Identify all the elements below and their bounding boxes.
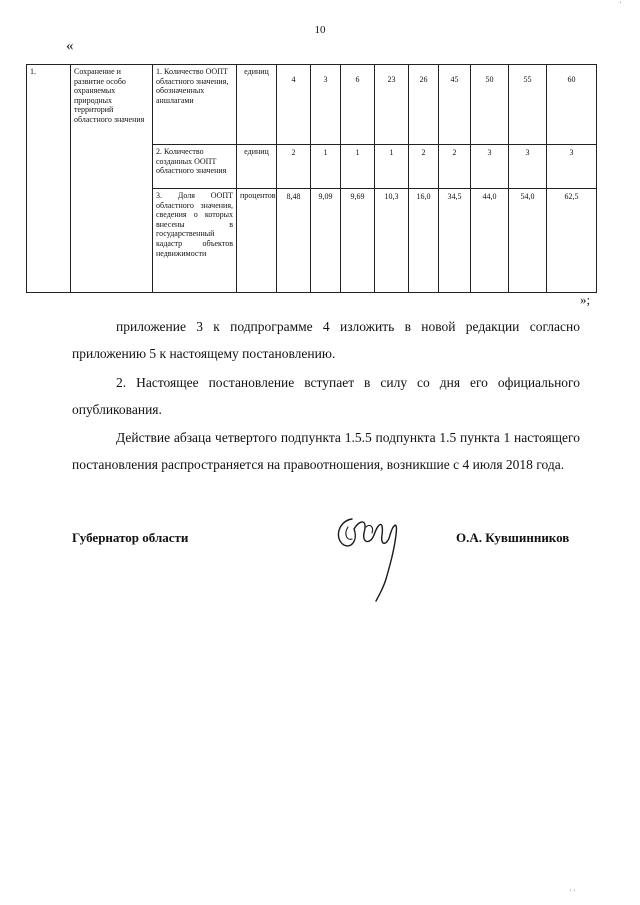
- value-cell: 45: [439, 65, 471, 145]
- indicator-cell: 2. Количество созданных ООПТ областного значения: [153, 145, 237, 189]
- unit-cell: единиц: [237, 145, 277, 189]
- value-cell: 62,5: [547, 189, 597, 293]
- close-quote: »;: [580, 292, 591, 307]
- scan-mark: ': [620, 0, 622, 9]
- value-cell: 34,5: [439, 189, 471, 293]
- signatory-title: Губернатор области: [72, 530, 189, 545]
- value-cell: 54,0: [509, 189, 547, 293]
- unit-cell: единиц: [237, 65, 277, 145]
- value-cell: 50: [471, 65, 509, 145]
- value-cell: 23: [375, 65, 409, 145]
- value-cell: 10,3: [375, 189, 409, 293]
- row-number-cell: 1.: [27, 65, 71, 293]
- value-cell: 3: [471, 145, 509, 189]
- value-cell: 1: [341, 145, 375, 189]
- value-cell: 6: [341, 65, 375, 145]
- task-cell: Сохранение и развитие особо охраняемых природных территорий областного значения: [71, 65, 153, 293]
- value-cell: 4: [277, 65, 311, 145]
- value-cell: 55: [509, 65, 547, 145]
- indicator-cell: 3. Доля ООПТ областного значения, сведения о которых внесены в государственный кадастр объектов недвижимости: [153, 189, 237, 293]
- signatory-name: О.А. Кувшинников: [456, 530, 570, 545]
- paragraph-appendix: приложение 3 к подпрограмме 4 изложить в новой редакции согласно приложению 5 к настоящему постановлению.: [72, 319, 580, 361]
- paragraph-effective: 2. Настоящее постановление вступает в силу со дня его официального опубликования.: [72, 375, 580, 417]
- value-cell: 1: [375, 145, 409, 189]
- value-cell: 8,48: [277, 189, 311, 293]
- indicators-table: [26, 64, 597, 293]
- value-cell: 2: [409, 145, 439, 189]
- indicator-cell: 1. Количество ООПТ областного значения, обозначенных аншлагами: [153, 65, 237, 145]
- handwritten-signature: [330, 505, 420, 605]
- value-cell: 2: [277, 145, 311, 189]
- value-cell: 3: [547, 145, 597, 189]
- value-cell: 60: [547, 65, 597, 145]
- value-cell: 3: [311, 65, 341, 145]
- scan-mark: ' ': [570, 888, 575, 897]
- open-quote: «: [66, 38, 74, 54]
- value-cell: 16,0: [409, 189, 439, 293]
- table-row: [27, 65, 597, 145]
- value-cell: 9,09: [311, 189, 341, 293]
- value-cell: 9,69: [341, 189, 375, 293]
- value-cell: 44,0: [471, 189, 509, 293]
- value-cell: 26: [409, 65, 439, 145]
- page-number: 10: [314, 24, 326, 36]
- value-cell: 2: [439, 145, 471, 189]
- unit-cell: процентов: [237, 189, 277, 293]
- value-cell: 3: [509, 145, 547, 189]
- value-cell: 1: [311, 145, 341, 189]
- paragraph-retroactive: Действие абзаца четвертого подпункта 1.5.5 подпункта 1.5 пункта 1 настоящего постановления распространяется на правоотношения, возникшие с 4 июля 2018 года.: [72, 430, 580, 472]
